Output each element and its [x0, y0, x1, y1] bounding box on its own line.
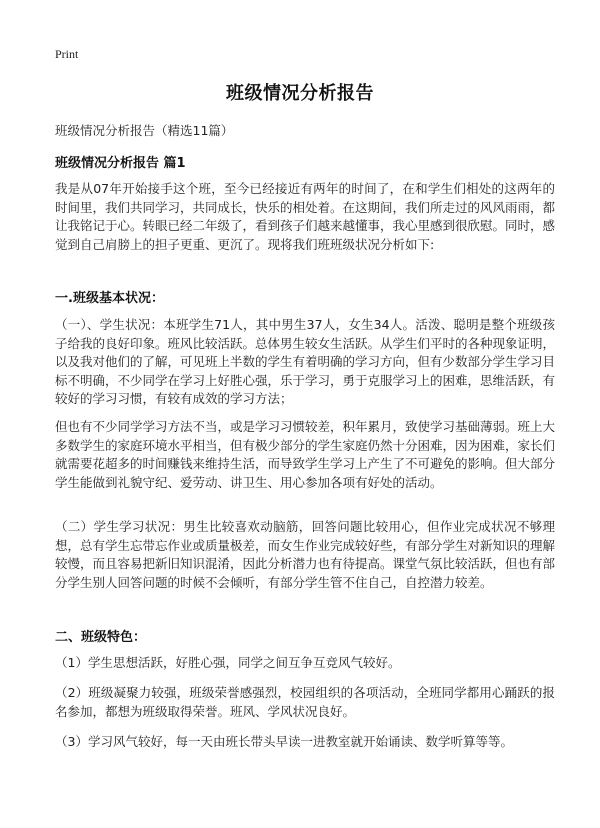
paragraph-feature-1: （1）学生思想活跃，好胜心强，同学之间互争互竞风气较好。 [55, 655, 401, 670]
document-title: 班级情况分析报告 [226, 83, 374, 104]
heading-class-features: 二、班级特色： [55, 630, 147, 645]
section-title: 班级情况分析报告 篇1 [55, 156, 186, 171]
paragraph-student-status: （一）、学生状况：本班学生71人，其中男生37人，女生34人。活泼、聪明是整个班级孩子给我的良好印象。班风比较活跃。总体男生较女生活跃。从学生们平时的各种现象证明，以及我对他们的了解，可见班上半数的学生有着明确的学习方向，但有少数部分学生学习目标不明确，不少同学在学习上好胜心强，乐于学习，勇于克服学习上的困难，思维活跃，有较好的学习习惯，有较有成效的学习方法； [55, 317, 556, 406]
heading-basic-status: 一.班级基本状况： [55, 291, 164, 306]
paragraph-learning-status: （二）学生学习状况：男生比较喜欢动脑筋，回答问题比较用心，但作业完成状况不够理想，总有学生忘带忘作业或质量极差，而女生作业完成较好些，有部分学生对新知识的理解较慢，而且容易把新旧知识混淆，因此分析潜力也有待提高。课堂气氛比较活跃，但也有部分学生别人回答问题的时候不会倾听，有部分学生管不住自己，自控潜力较差。 [55, 519, 556, 590]
paragraph-feature-3: （3）学习风气较好，每一天由班长带头早读一进教室就开始诵读、数学听算等等。 [55, 734, 513, 749]
document-subtitle: 班级情况分析报告（精选11篇） [55, 123, 234, 138]
paragraph-feature-2: （2）班级凝聚力较强，班级荣誉感强烈，校园组织的各项活动，全班同学都用心踊跃的报名参加，都想为班级取得荣誉。班风、学风状况良好。 [55, 685, 555, 719]
print-link[interactable]: Print [55, 47, 79, 61]
intro-paragraph: 我是从07年开始接手这个班，至今已经接近有两年的时间了，在和学生们相处的这两年的时间里，我们共同学习，共同成长，快乐的相处着。在这期间，我们所走过的风风雨雨，都让我铭记于心。转眼已经二年级了，看到孩子们越来越懂事，我心里感到很欣慰。同时，感觉到自己肩膀上的担子更重、更沉了。现将我们班班级状况分析如下: [55, 181, 556, 252]
paragraph-family-status: 但也有不少同学学习方法不当，或是学习习惯较差，积年累月，致使学习基础薄弱。班上大多数学生的家庭环境水平相当，但有极少部分的学生家庭仍然十分困难，因为困难，家长们就需要花超多的时间赚钱来维持生活，而导致学生学习上产生了不可避免的影响。但大部分学生能做到礼貌守纪、爱劳动、讲卫生、用心参加各项有好处的活动。 [55, 419, 556, 490]
